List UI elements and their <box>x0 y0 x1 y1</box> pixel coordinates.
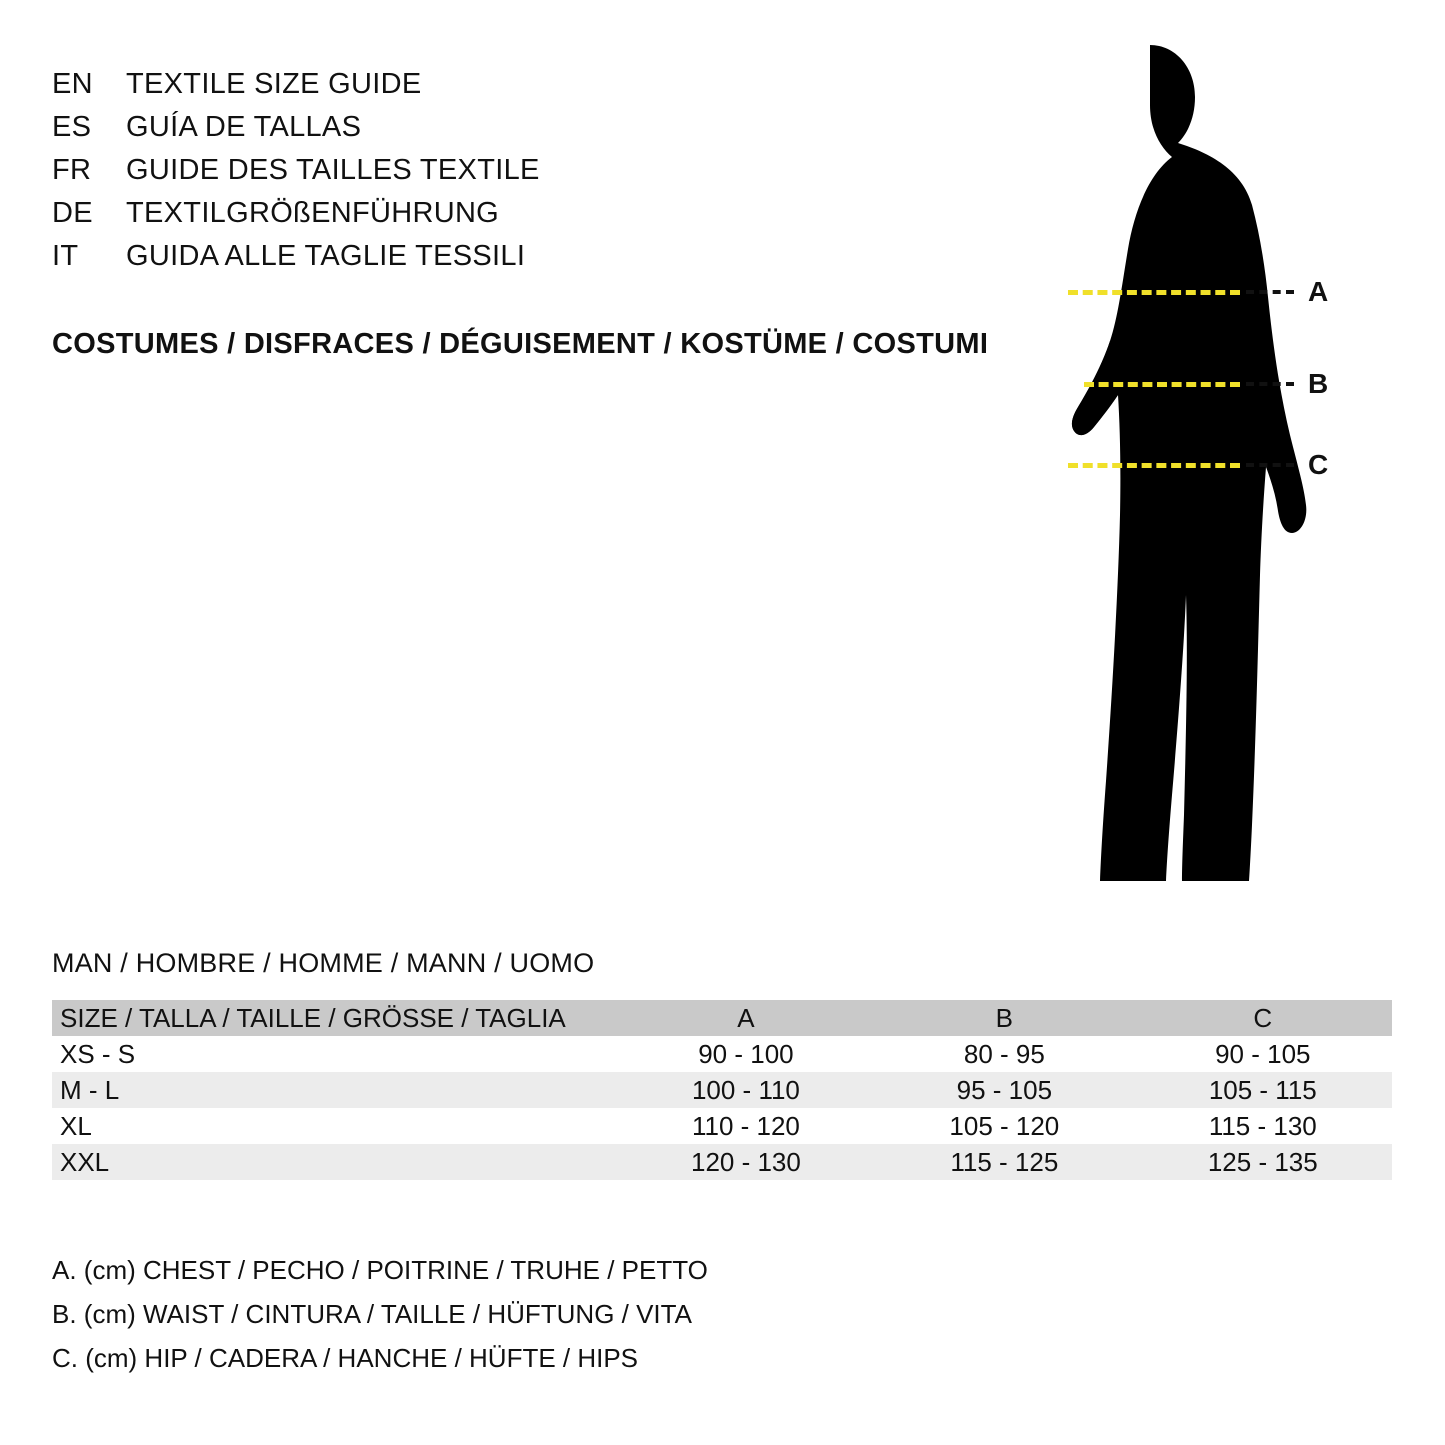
table-header-row <box>52 1000 1392 1036</box>
language-title: GUIDE DES TAILLES TEXTILE <box>126 154 540 186</box>
language-code: EN <box>52 68 93 100</box>
measurement-legend <box>52 1248 708 1380</box>
table-row <box>52 1144 1392 1180</box>
cell-b: 105 - 120 <box>949 1110 1060 1141</box>
cell-b: 80 - 95 <box>963 1038 1045 1069</box>
language-header-block <box>52 68 540 283</box>
language-title: TEXTILE SIZE GUIDE <box>126 68 422 100</box>
table-header <box>52 1000 1392 1036</box>
chest-leader-line <box>1246 290 1294 294</box>
category-title: COSTUMES / DISFRACES / DÉGUISEMENT / KOSTÜME / COSTUMI <box>52 328 989 360</box>
language-row <box>52 240 540 283</box>
cell-size: XL <box>60 1110 92 1141</box>
cell-a: 90 - 100 <box>698 1038 794 1069</box>
legend-line-c: C. (cm) HIP / CADERA / HANCHE / HÜFTE / HIPS <box>52 1343 639 1373</box>
measure-mark-a <box>1068 276 1368 307</box>
measure-mark-c <box>1068 449 1368 480</box>
language-title: GUÍA DE TALLAS <box>126 111 362 143</box>
legend-line-b: B. (cm) WAIST / CINTURA / TAILLE / HÜFTUNG / VITA <box>52 1299 692 1329</box>
measure-mark-b <box>1084 368 1384 399</box>
table-body <box>52 1036 1392 1180</box>
column-header-b: B <box>995 1002 1014 1033</box>
cell-c: 125 - 135 <box>1207 1146 1318 1177</box>
cell-a: 110 - 120 <box>691 1110 800 1141</box>
language-title: TEXTILGRÖßENFÜHRUNG <box>126 197 500 229</box>
language-row <box>52 111 540 154</box>
legend-line-a: A. (cm) CHEST / PECHO / POITRINE / TRUHE / PETTO <box>52 1255 708 1285</box>
cell-size: XXL <box>60 1146 110 1177</box>
language-code: DE <box>52 197 93 229</box>
language-row <box>52 197 540 240</box>
cell-c: 105 - 115 <box>1208 1074 1317 1105</box>
cell-a: 120 - 130 <box>690 1146 801 1177</box>
language-title: GUIDA ALLE TAGLIE TESSILI <box>126 240 526 272</box>
table-row <box>52 1072 1392 1108</box>
hip-leader-line <box>1246 463 1294 467</box>
cell-b: 95 - 105 <box>956 1074 1053 1105</box>
column-header-c: C <box>1253 1002 1273 1033</box>
cell-c: 115 - 130 <box>1208 1110 1317 1141</box>
table-row <box>52 1036 1392 1072</box>
chest-dash-line <box>1068 290 1240 295</box>
language-code: FR <box>52 154 92 186</box>
language-code: IT <box>52 240 79 272</box>
cell-a: 100 - 110 <box>691 1074 800 1105</box>
cell-c: 90 - 105 <box>1215 1038 1311 1069</box>
table-caption: MAN / HOMBRE / HOMME / MANN / UOMO <box>52 948 595 978</box>
table-row <box>52 1108 1392 1144</box>
language-row <box>52 68 540 111</box>
waist-dash-line <box>1084 382 1240 387</box>
cell-size: M - L <box>60 1074 120 1105</box>
cell-b: 115 - 125 <box>950 1146 1059 1177</box>
cell-size: XS - S <box>60 1038 136 1069</box>
column-header-size: SIZE / TALLA / TAILLE / GRÖSSE / TAGLIA <box>60 1002 566 1033</box>
measure-label-a: A <box>1308 276 1329 307</box>
hip-dash-line <box>1068 463 1240 468</box>
column-header-a: A <box>737 1002 755 1033</box>
figure-illustration <box>960 35 1380 895</box>
measure-label-b: B <box>1308 368 1329 399</box>
measure-label-c: C <box>1308 449 1329 480</box>
waist-leader-line <box>1246 382 1294 386</box>
language-row <box>52 154 540 197</box>
size-table <box>52 1000 1392 1180</box>
language-code: ES <box>52 111 92 143</box>
